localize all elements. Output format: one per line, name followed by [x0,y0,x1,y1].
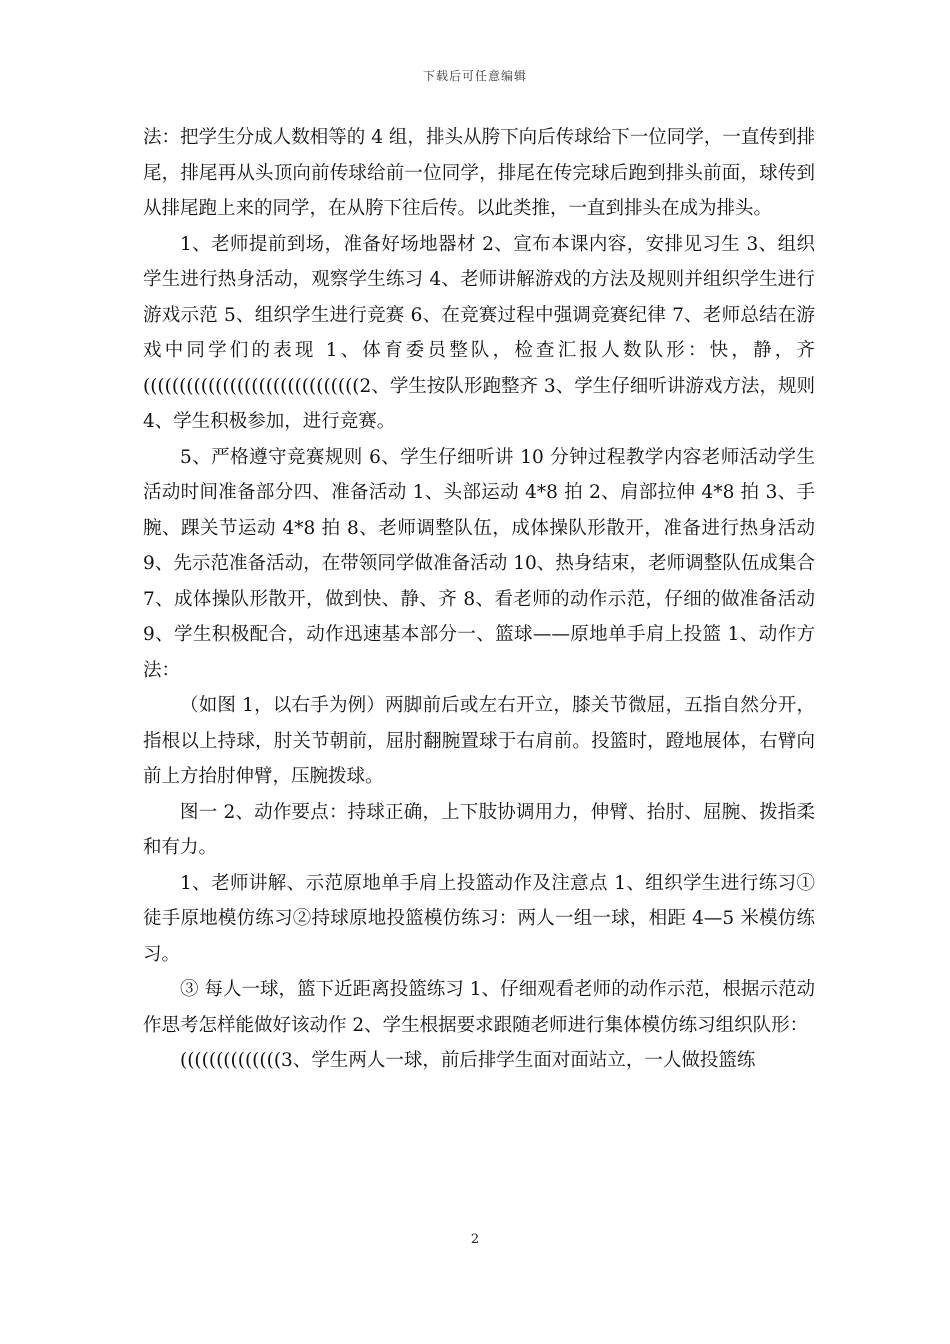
page-number: 2 [470,1232,480,1247]
paragraph: 1、老师讲解、示范原地单手肩上投篮动作及注意点 1、组织学生进行练习①徒手原地模仿练习②持球原地投篮模仿练习：两人一组一球，相距 4—5 米模仿练习。 [143,872,815,965]
document-body [143,120,815,1079]
paragraph: ((((((((((((((3、学生两人一球，前后排学生面对面站立，一人做投篮练 [180,1050,756,1071]
paragraph: （如图 1，以右手为例）两脚前后或左右开立，膝关节微屈，五指自然分开，指根以上持球，肘关节朝前，屈肘翻腕置球于右肩前。投篮时，蹬地展体，右臂向前上方抬肘伸臂，压腕拨球。 [143,695,815,787]
page-header: 下载后可任意编辑 [422,69,527,83]
paragraph: 5、严格遵守竞赛规则 6、学生仔细听讲 10 分钟过程教学内容老师活动学生活动时间准备部分四、准备活动 1、头部运动 4*8 拍 2、肩部拉伸 4*8 拍 3、手腕、踝关节运动 4*8 拍 8、老师调整队伍，成体操队形散开，准备进行热身活动 9、先示范准备活动，在带领同学做准备活动 10、热身结束，老师调整队伍成集合 7、成体操队形散开，做到快、静、齐 8、看老师的动作示范，仔细的做准备活动 9、学生积极配合，动作迅速基本部分一、篮球——原地单手肩上投篮 1、动作方法： [143,446,815,681]
paragraph: ③ 每人一球，篮下近距离投篮练习 1、仔细观看老师的动作示范，根据示范动作思考怎样能做好该动作 2、学生根据要求跟随老师进行集体模仿练习组织队形： [143,979,815,1036]
paragraph: 法：把学生分成人数相等的 4 组，排头从胯下向后传球给下一位同学，一直传到排尾，排尾再从头顶向前传球给前一位同学，排尾在传完球后跑到排头前面，球传到从排尾跑上来的同学，在从胯下往后传。以此类推，一直到排头在成为排头。 [143,127,815,219]
paragraph: 图一 2、动作要点：持球正确，上下肢协调用力，伸臂、抬肘、屈腕、拨指柔和有力。 [143,801,815,858]
paragraph: 1、老师提前到场，准备好场地器材 2、宣布本课内容，安排见习生 3、组织学生进行热身活动，观察学生练习 4、老师讲解游戏的方法及规则并组织学生进行游戏示范 5、组织学生进行竞赛 6、在竞赛过程中强调竞赛纪律 7、老师总结在游戏中同学们的表现 1、体育委员整队，检查汇报人数队形：快，静，齐((((((((((((((((((((((((((((((2、学生按队形跑整齐 3、学生仔细听讲游戏方法，规则 4、学生积极参加，进行竞赛。 [143,233,815,432]
